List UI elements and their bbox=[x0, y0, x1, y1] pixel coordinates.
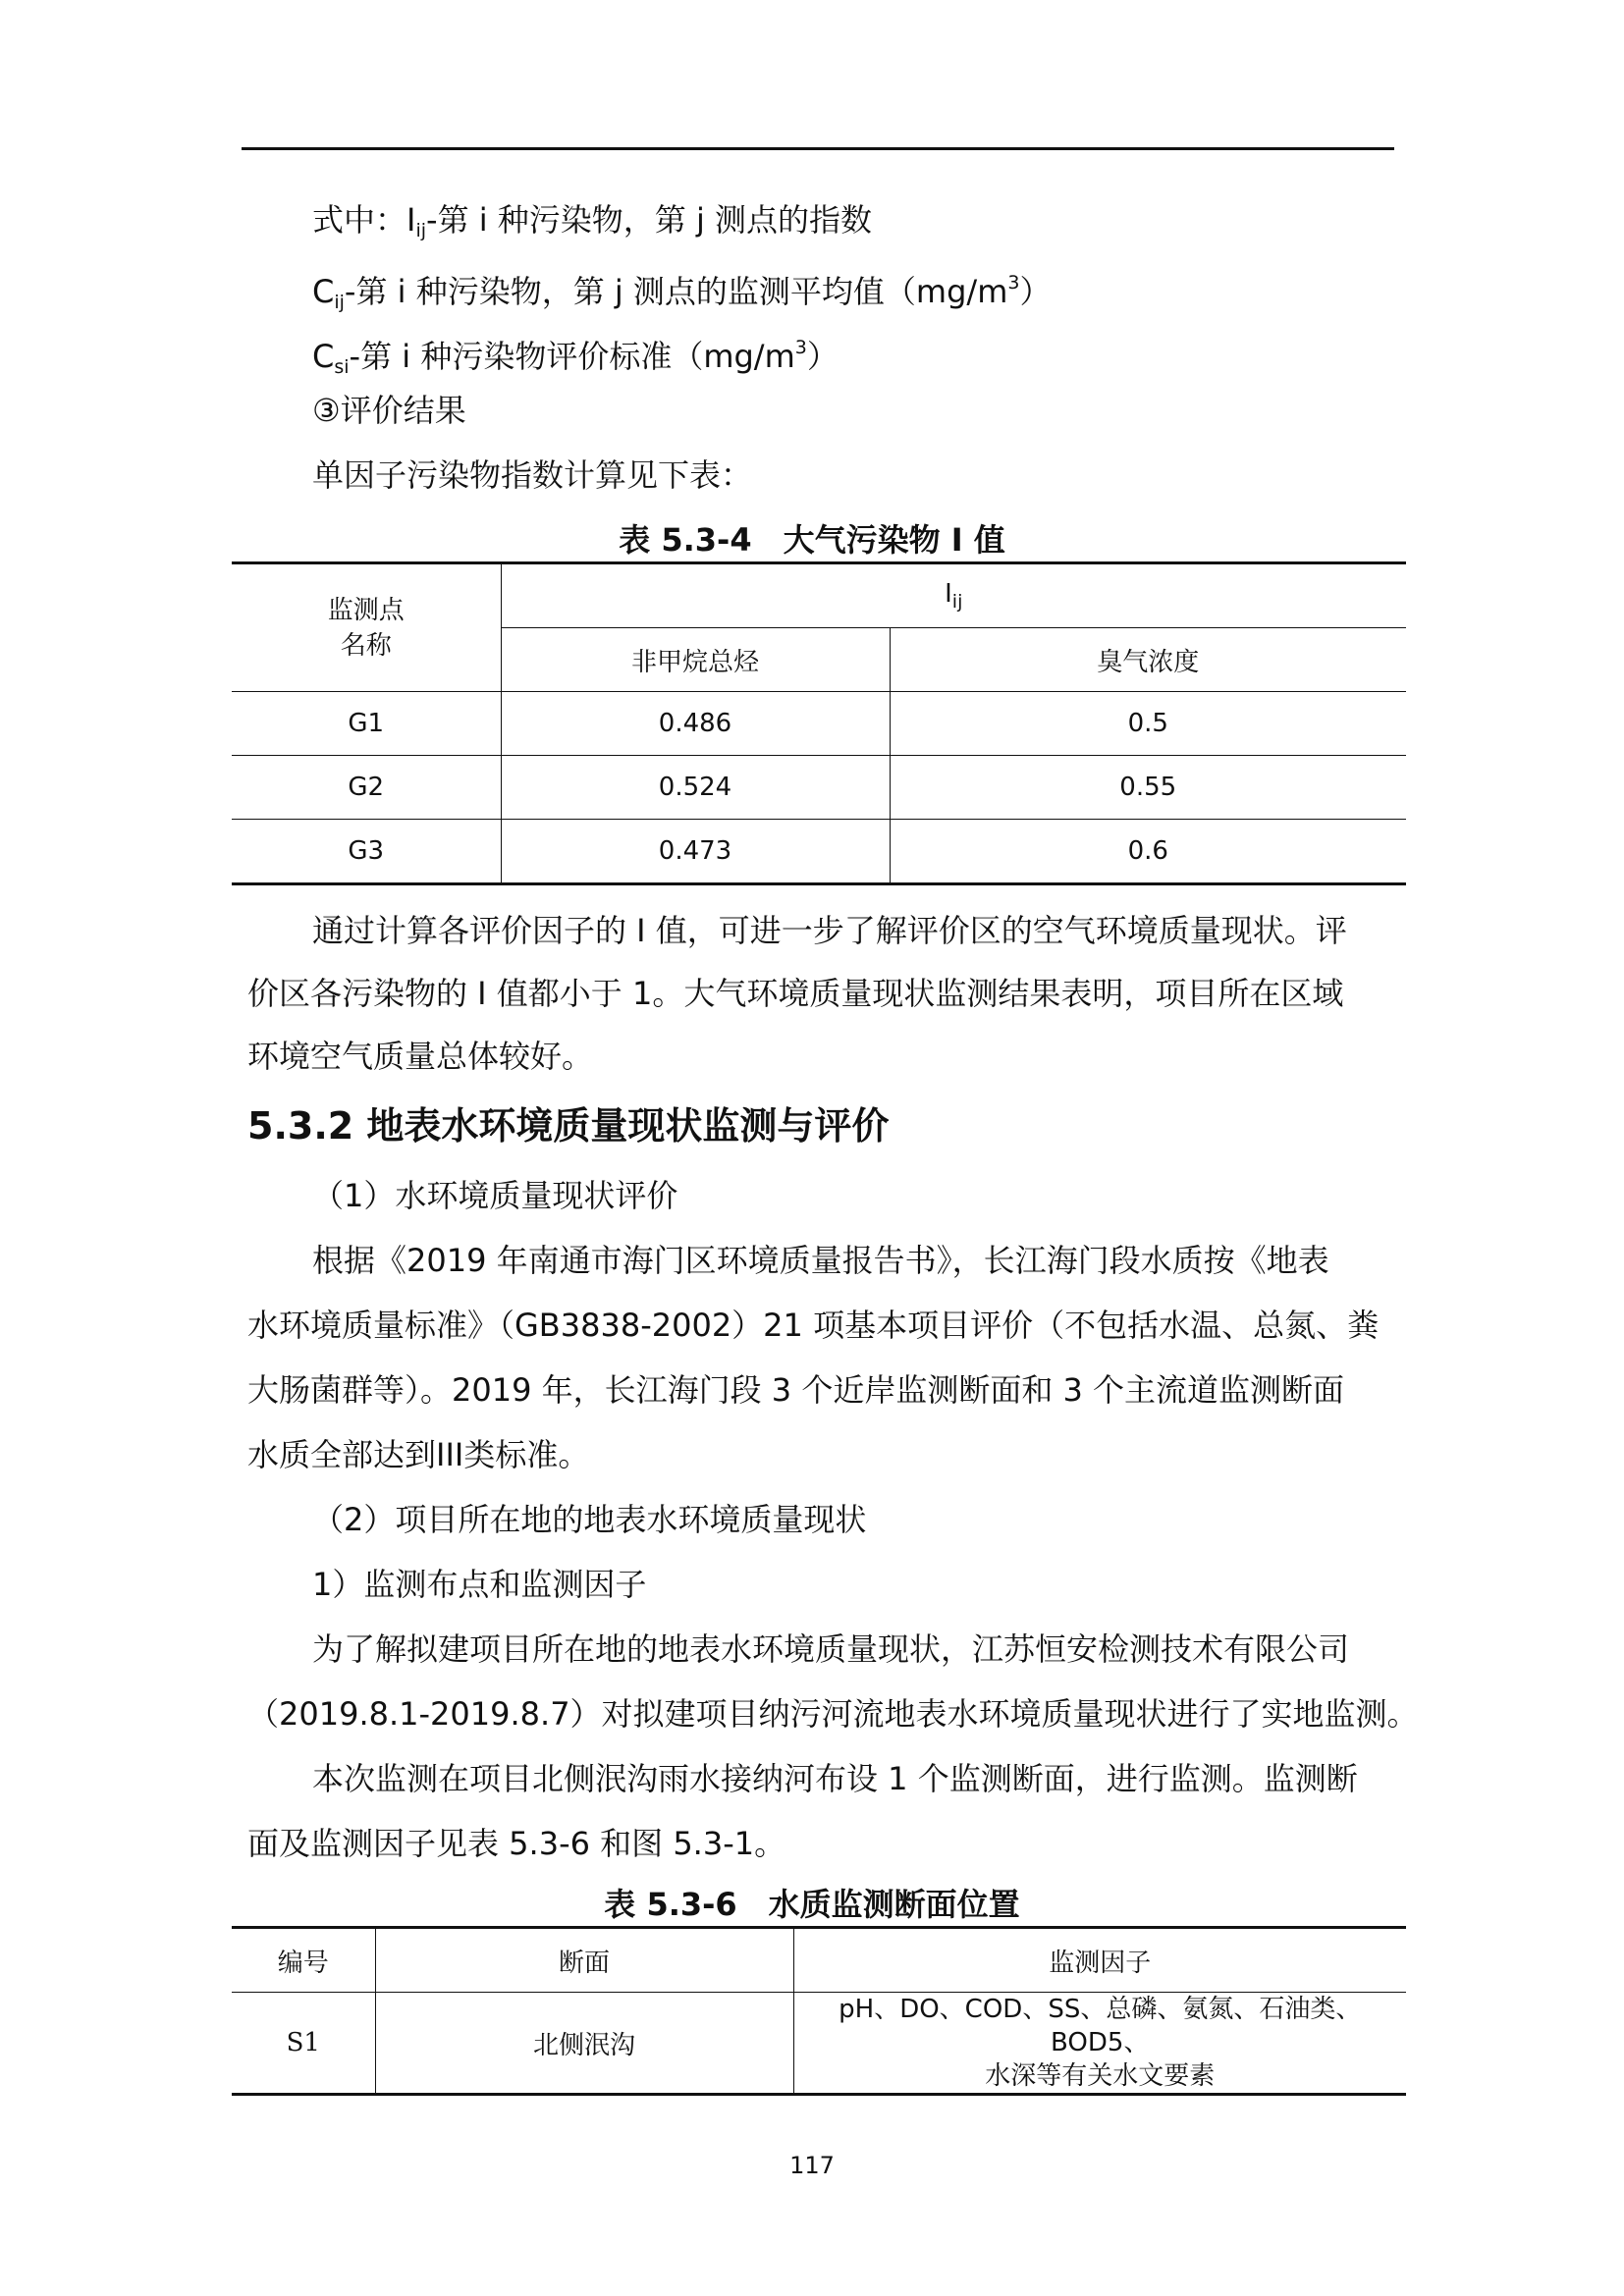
table1-col-nmhc: 非甲烷总烃 bbox=[501, 628, 890, 692]
subheading-water-quality: （1）水环境质量现状评价 bbox=[312, 1177, 678, 1214]
table2-header-section: 断面 bbox=[375, 1928, 793, 1993]
section-heading: 5.3.2 地表水环境质量现状监测与评价 bbox=[247, 1104, 890, 1148]
para2-line: 大肠菌群等）。2019 年，长江海门段 3 个近岸监测断面和 3 个主流道监测断面 bbox=[247, 1371, 1345, 1409]
para2-line: 水质全部达到III类标准。 bbox=[247, 1436, 590, 1473]
table2-factors-line: pH、DO、COD、SS、总磷、氨氮、石油类、BOD5、 bbox=[839, 1995, 1362, 2057]
para2-line: 水环境质量标准》（GB3838-2002）21 项基本项目评价（不包括水温、总氮、粪 bbox=[247, 1307, 1380, 1344]
table-row bbox=[232, 820, 1406, 884]
para2-line: 根据《2019 年南通市海门区环境质量报告书》，长江海门段水质按《地表 bbox=[312, 1242, 1329, 1279]
table1-cell-nmhc: 0.524 bbox=[501, 756, 890, 820]
table2-header-id: 编号 bbox=[232, 1928, 375, 1993]
page-number: 117 bbox=[789, 2152, 835, 2179]
table-intro: 单因子污染物指数计算见下表： bbox=[312, 456, 753, 494]
table1-col-odor: 臭气浓度 bbox=[890, 628, 1406, 692]
table2-factors-line: 水深等有关水文要素 bbox=[985, 2061, 1216, 2091]
para1-line: 通过计算各评价因子的 I 值，可进一步了解评价区的空气环境质量现状。评 bbox=[312, 912, 1347, 949]
table-row bbox=[232, 756, 1406, 820]
formula-note-csi: $C_{si}-$第 i 种污染物评价标准$(mg/m^3)$ bbox=[312, 337, 839, 378]
table2-cell-factors bbox=[793, 1993, 1406, 2095]
para3-line: 为了解拟建项目所在地的地表水环境质量现状，江苏恒安检测技术有限公司 bbox=[312, 1630, 1350, 1668]
table1-cell-site: G2 bbox=[232, 756, 501, 820]
table1-cell-nmhc: 0.486 bbox=[501, 692, 890, 756]
para4-line: 本次监测在项目北侧泯沟雨水接纳河布设 1 个监测断面，进行监测。监测断 bbox=[312, 1760, 1358, 1797]
table1-cell-odor: 0.5 bbox=[890, 692, 1406, 756]
table2-caption: 表 5.3-6 水质监测断面位置 bbox=[604, 1886, 1020, 1923]
table2-header-factors: 监测因子 bbox=[793, 1928, 1406, 1993]
para3-line: （2019.8.1-2019.8.7）对拟建项目纳污河流地表水环境质量现状进行了实地监测。 bbox=[247, 1695, 1419, 1733]
para1-line: 价区各污染物的 I 值都小于 1。大气环境质量现状监测结果表明，项目所在区域 bbox=[247, 975, 1344, 1012]
formula-note-cij: $C_{ij}-$第 i 种污染物，第 j 测点的监测平均值$(mg/m^3)$ bbox=[312, 272, 1052, 313]
header-rule bbox=[242, 147, 1394, 150]
subheading-monitoring-points: 1）监测布点和监测因子 bbox=[312, 1566, 647, 1603]
table1-cell-odor: 0.55 bbox=[890, 756, 1406, 820]
table-row bbox=[232, 692, 1406, 756]
air-pollutant-index-table bbox=[232, 561, 1406, 885]
para1-line: 环境空气质量总体较好。 bbox=[247, 1038, 594, 1075]
water-monitoring-section-table bbox=[232, 1926, 1406, 2096]
table1-cell-site: G3 bbox=[232, 820, 501, 884]
table1-cell-site: G1 bbox=[232, 692, 501, 756]
table2-cell-id: S1 bbox=[232, 1993, 375, 2095]
result-heading: ③评价结果 bbox=[312, 392, 466, 429]
table1-cell-nmhc: 0.473 bbox=[501, 820, 890, 884]
para4-line: 面及监测因子见表 5.3-6 和图 5.3-1。 bbox=[247, 1825, 786, 1862]
table1-caption: 表 5.3-4 大气污染物 I 值 bbox=[619, 521, 1005, 559]
subheading-local-water: （2）项目所在地的地表水环境质量现状 bbox=[312, 1501, 867, 1538]
table1-header-group: $I_{ij}$ bbox=[501, 563, 1406, 628]
table1-cell-odor: 0.6 bbox=[890, 820, 1406, 884]
table-row bbox=[232, 1993, 1406, 2095]
table1-header-site: 监测点 名称 bbox=[232, 563, 501, 692]
formula-note-iij: 式中：$I_{ij}-$第 i 种污染物，第 j 测点的指数 bbox=[312, 201, 873, 241]
table2-cell-section: 北侧泯沟 bbox=[375, 1993, 793, 2095]
